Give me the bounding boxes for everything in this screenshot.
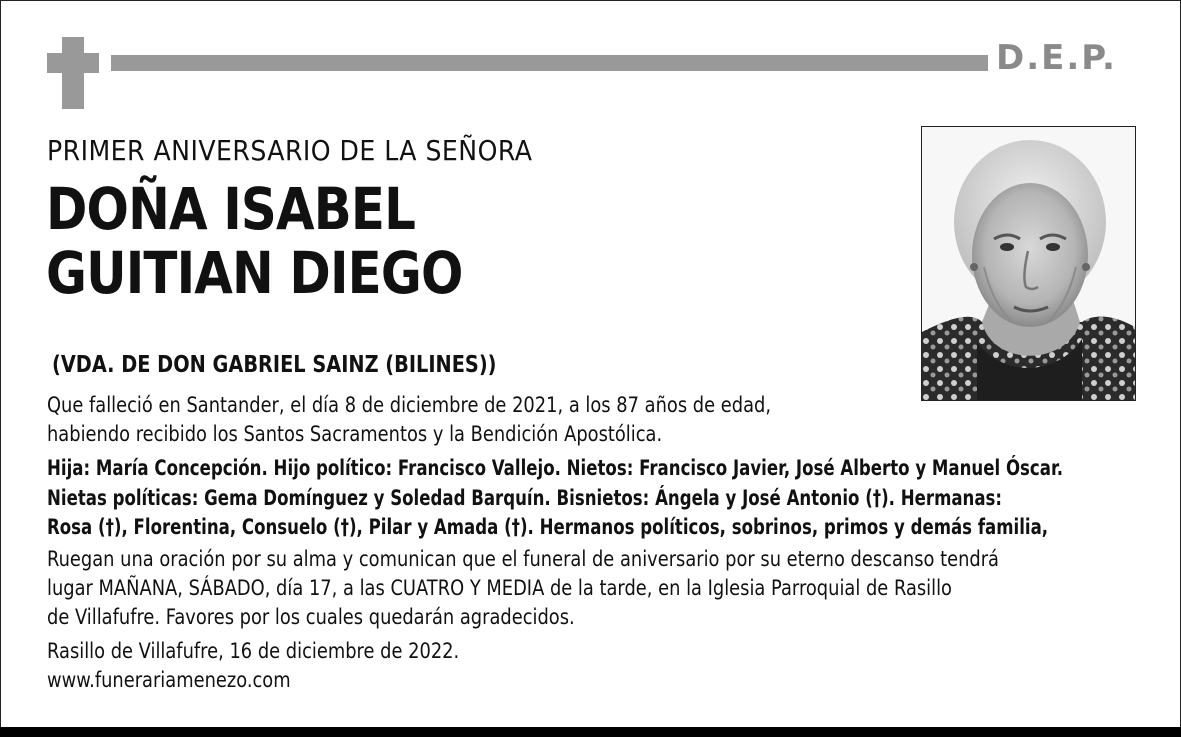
funeral-line: Ruegan una oración por su alma y comunican que el funeral de aniversario por su eterno descanso tendrá xyxy=(47,547,999,572)
funeral-line: lugar MAÑANA, SÁBADO, día 17, a las CUATRO Y MEDIA de la tarde, en la Iglesia Parroquial de Rasillo xyxy=(47,576,952,601)
closing-paragraph xyxy=(47,637,459,695)
family-paragraph xyxy=(47,454,1063,543)
deceased-name-line2: GUITIAN DIEGO xyxy=(46,239,463,307)
family-line: Nietas políticas: Gema Domínguez y Soledad Barquín. Bisnietos: Ángela y José Antonio (†). Hermanas: xyxy=(47,485,1003,510)
widow-of-line: (VDA. DE DON GABRIEL SAINZ (BILINES)) xyxy=(52,352,497,378)
death-line: Que falleció en Santander, el día 8 de diciembre de 2021, a los 87 años de edad, xyxy=(47,393,772,418)
place-date: Rasillo de Villafufre, 16 de diciembre de 2022. xyxy=(47,639,460,664)
death-paragraph xyxy=(47,391,771,449)
bottom-border xyxy=(0,727,1181,737)
family-line: Hija: María Concepción. Hijo político: Francisco Vallejo. Nietos: Francisco Javier, José Alberto y Manuel Óscar. xyxy=(47,456,1064,480)
portrait-photo xyxy=(921,126,1136,401)
deceased-name-line1: DOÑA ISABEL xyxy=(46,175,416,243)
website-link[interactable]: www.funerariamenezo.com xyxy=(47,668,291,693)
funeral-paragraph xyxy=(47,545,999,632)
anniversary-title: PRIMER ANIVERSARIO DE LA SEÑORA xyxy=(47,134,533,167)
dep-label: D.E.P. xyxy=(996,38,1117,78)
header-rule xyxy=(111,55,988,71)
family-line: Rosa (†), Florentina, Consuelo (†), Pilar y Amada (†). Hermanos políticos, sobrinos, primos y demás familia, xyxy=(47,515,1049,539)
funeral-line: de Villafufre. Favores por los cuales quedarán agradecidos. xyxy=(47,605,575,630)
death-line: habiendo recibido los Santos Sacramentos y la Bendición Apostólica. xyxy=(47,422,663,447)
